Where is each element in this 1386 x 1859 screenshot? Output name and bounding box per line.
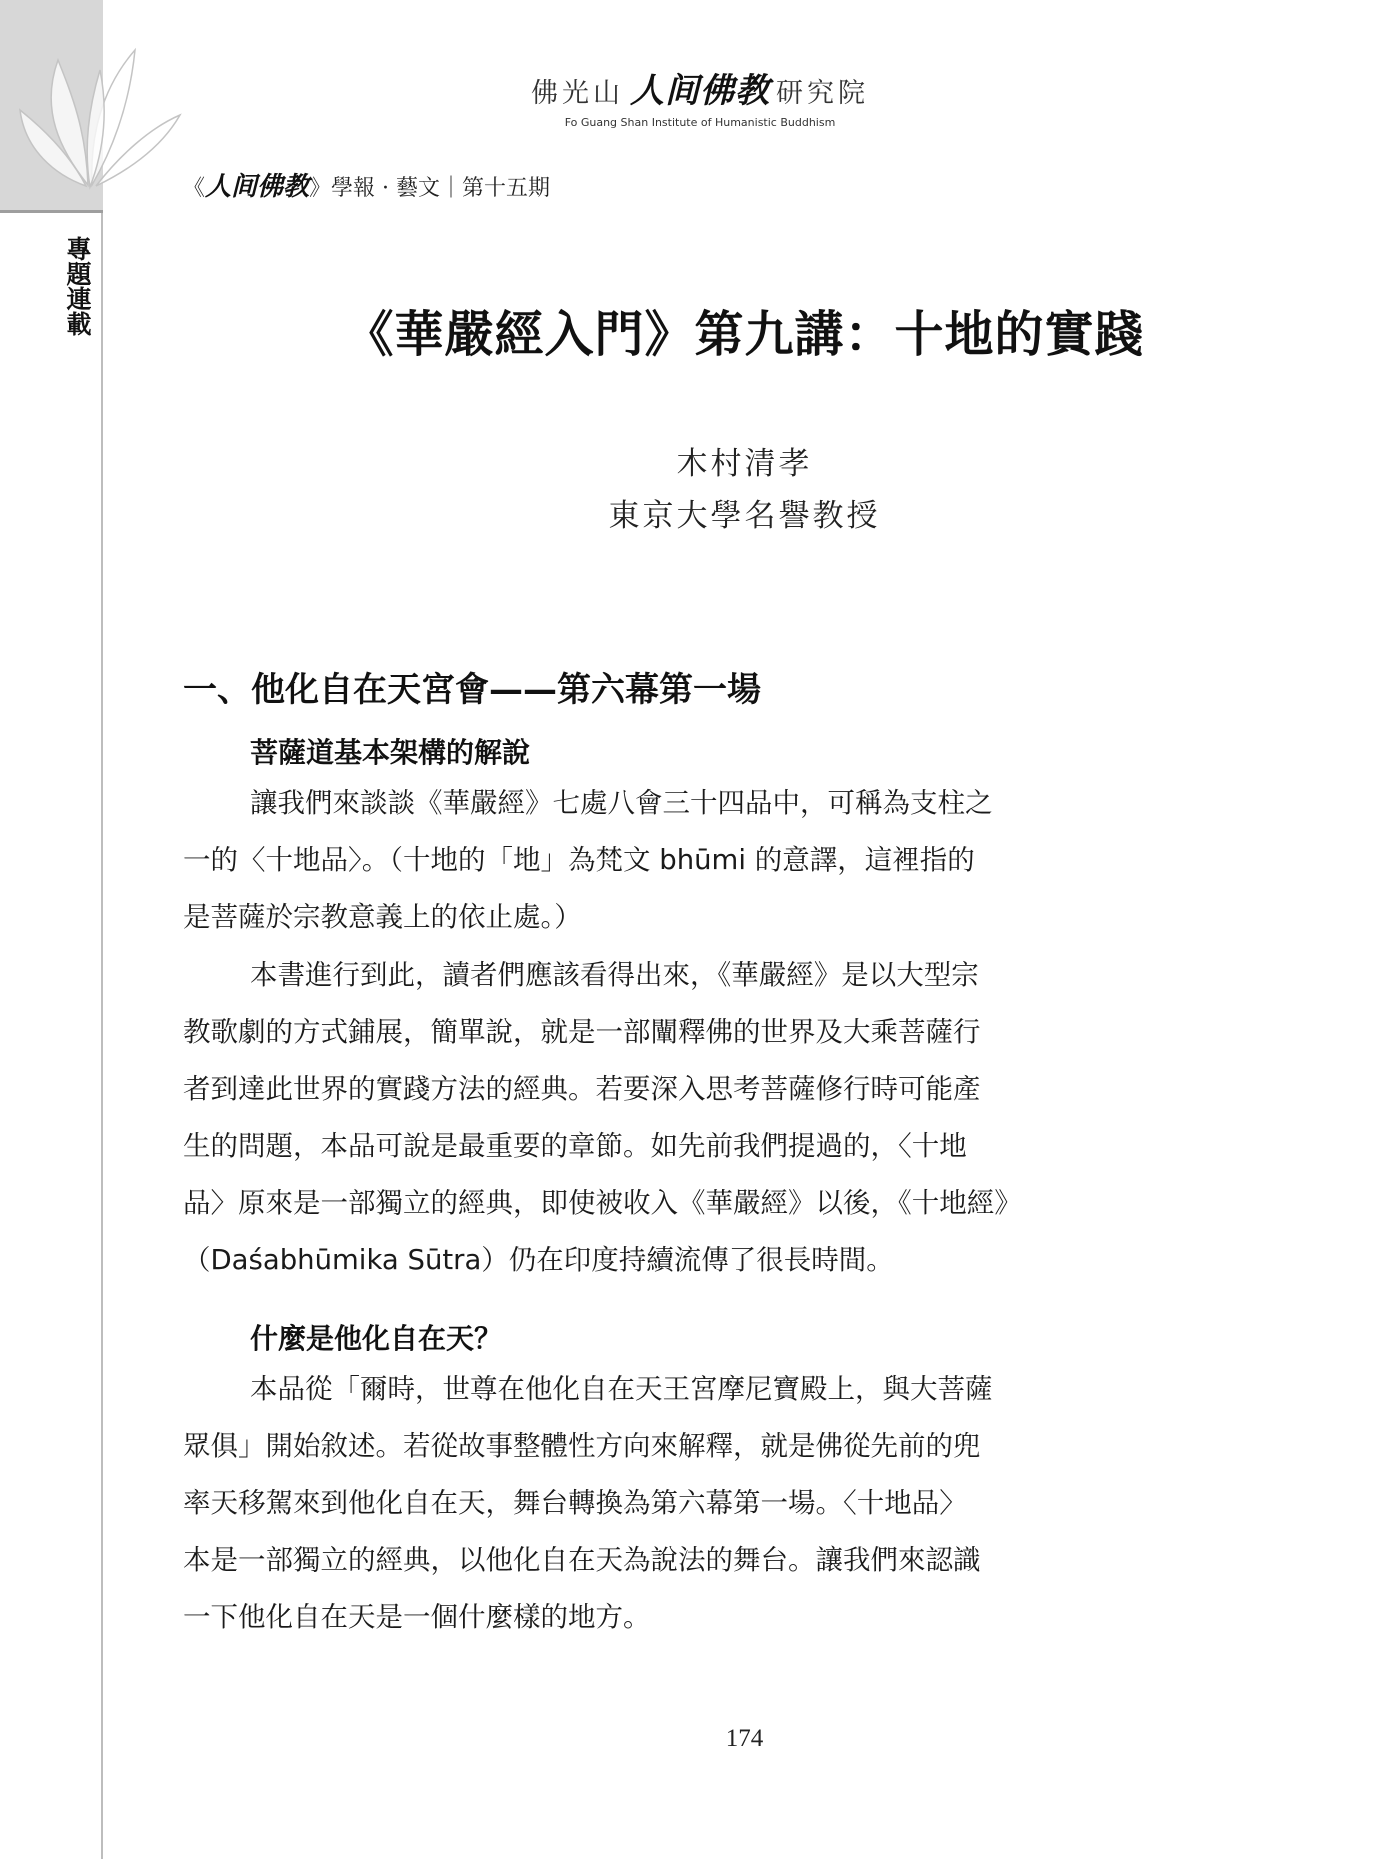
paragraph [183, 775, 1163, 946]
paragraph-line: 讓我們來談談《華嚴經》七處八會三十四品中，可稱為支柱之 [250, 787, 993, 819]
lotus-icon [0, 0, 200, 210]
journal-brand-logo: 人间佛教 [205, 172, 310, 202]
subheading: 菩薩道基本架構的解說 [250, 736, 531, 769]
paragraph [183, 947, 1163, 1289]
paragraph-line: 一下他化自在天是一個什麼樣的地方。 [183, 1601, 651, 1633]
institute-english-name: Fo Guang Shan Institute of Humanistic Buddhism [564, 116, 836, 129]
paragraph-line: 品〉原來是一部獨立的經典，即使被收入《華嚴經》以後，《十地經》 [183, 1187, 1022, 1219]
paragraph-line: 率天移駕來到他化自在天，舞台轉換為第六幕第一場。〈十地品〉 [183, 1487, 967, 1519]
paragraph-line: （Daśabhūmika Sūtra）仍在印度持續流傳了很長時間。 [183, 1244, 894, 1276]
article-title: 《華嚴經入門》第九講：十地的實踐 [344, 306, 1145, 363]
journal-running-header [183, 166, 550, 203]
paragraph-line: 本是一部獨立的經典，以他化自在天為說法的舞台。讓我們來認識 [183, 1544, 981, 1576]
section-tab-label: 專題連載 [63, 236, 92, 336]
paragraph-line: 眾俱」開始敘述。若從故事整體性方向來解釋，就是佛從先前的兜 [183, 1430, 981, 1462]
journal-open-bracket: 《 [183, 176, 206, 201]
institute-brand-logo: 人间佛教 [630, 71, 770, 111]
side-margin-bar [0, 0, 103, 1859]
section-heading: 一、他化自在天宮會——第六幕第一場 [183, 670, 761, 710]
author-affiliation: 東京大學名譽教授 [608, 498, 881, 534]
institute-suffix: 研究院 [776, 78, 869, 109]
subheading: 什麼是他化自在天？ [250, 1322, 503, 1355]
paragraph [183, 1361, 1163, 1646]
paragraph-line: 本品從「爾時，世尊在他化自在天王宮摩尼寶殿上，與大菩薩 [250, 1373, 993, 1405]
institute-header [490, 63, 910, 129]
institute-name [490, 63, 910, 112]
lotus-emblem [0, 0, 103, 210]
paragraph-line: 是菩薩於宗教意義上的依止處。） [183, 901, 582, 933]
paragraph-line: 者到達此世界的實踐方法的經典。若要深入思考菩薩修行時可能產 [183, 1073, 981, 1105]
journal-issue: 》學報 · 藝文｜第十五期 [309, 176, 551, 201]
paragraph-line: 一的〈十地品〉。（十地的「地」為梵文 bhūmi 的意譯，這裡指的 [183, 844, 975, 876]
paragraph-line: 本書進行到此，讀者們應該看得出來，《華嚴經》是以大型宗 [250, 959, 979, 991]
paragraph-line: 教歌劇的方式鋪展，簡單說，就是一部闡釋佛的世界及大乘菩薩行 [183, 1016, 981, 1048]
institute-prefix: 佛光山 [531, 78, 624, 109]
paragraph-line: 生的問題，本品可說是最重要的章節。如先前我們提過的，〈十地 [183, 1130, 967, 1162]
sidebar-divider [0, 210, 103, 213]
author-name: 木村清孝 [676, 446, 813, 482]
page-number: 174 [725, 1725, 764, 1752]
